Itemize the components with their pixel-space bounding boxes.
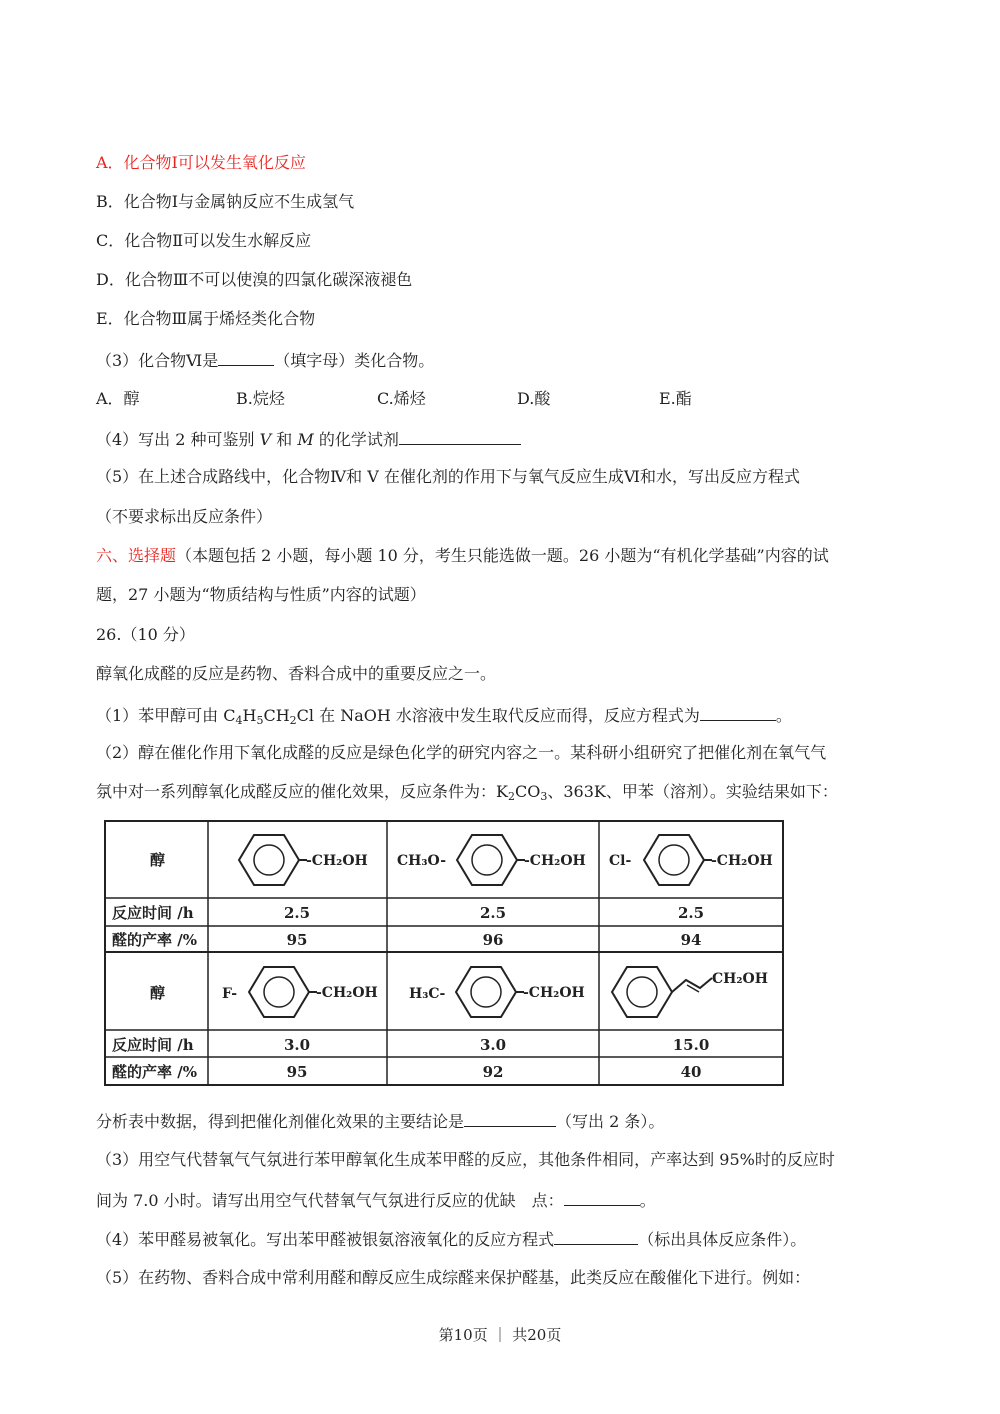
q4-pre: （4）写出 2 种可鉴别 — [96, 430, 260, 449]
struct-label: H₃C- — [409, 986, 446, 1002]
q26-p1-text: H — [242, 706, 257, 725]
q26-p4-answer-blank[interactable] — [554, 1228, 638, 1245]
yield-value: 40 — [680, 1063, 702, 1081]
benzene-ring-icon — [644, 835, 704, 885]
yield-value: 95 — [286, 1063, 308, 1081]
q3-options — [96, 389, 796, 409]
struct-label: F- — [222, 986, 238, 1002]
benzene-ring-icon — [249, 967, 309, 1017]
q4-stem — [96, 428, 521, 450]
benzene-ring-icon — [612, 967, 672, 1017]
option-b: B．化合物Ⅰ与金属钠反应不生成氢气 — [96, 192, 355, 211]
yield-value: 96 — [482, 931, 504, 949]
q26-part2-line1: （2）醇在催化作用下氧化成醛的反应是绿色化学的研究内容之一。某科研小组研究了把催化剂在氧气气 — [96, 743, 827, 762]
option-a: A．化合物Ⅰ可以发生氧化反应 — [96, 153, 306, 172]
label-yield: 醛的产率 /% — [112, 1063, 197, 1081]
q26-p1-end: 。 — [775, 706, 792, 725]
q26-p2-text: CO — [514, 782, 541, 801]
subscript: 5 — [256, 714, 264, 727]
q26-p2-pre: 氛中对一系列醇氧化成醛反应的催化效果，反应条件为：K — [96, 782, 508, 801]
results-table — [104, 820, 784, 1086]
q26-p1-answer-blank[interactable] — [700, 704, 776, 721]
q26-analysis-post: （写出 2 条）。 — [556, 1112, 665, 1131]
label-time: 反应时间 /h — [112, 1036, 194, 1054]
struct-label: -CH₂OH — [711, 853, 773, 869]
q26-title: 26.（10 分） — [96, 625, 195, 644]
q26-part2-line2 — [96, 782, 838, 802]
q26-p2-post: 、363K、甲苯（溶剂）。实验结果如下： — [547, 782, 838, 801]
q4-mid: 和 — [271, 430, 298, 449]
q3-option: D.酸 — [517, 389, 551, 408]
time-value: 3.0 — [479, 1036, 507, 1054]
subscript: 2 — [289, 714, 297, 727]
q26-p3-pre: 间为 7.0 小时。请写出用空气代替氧气气氛进行反应的优缺 点： — [96, 1191, 564, 1210]
q26-part3-line1: （3）用空气代替氧气气氛进行苯甲醇氧化生成苯甲醛的反应，其他条件相同，产率达到 95%时的反应时 — [96, 1150, 835, 1169]
q26-p3-answer-blank[interactable] — [564, 1189, 640, 1206]
subscript: 3 — [540, 790, 548, 803]
q26-analysis-pre: 分析表中数据，得到把催化剂催化效果的主要结论是 — [96, 1112, 465, 1131]
struct-label: CH₂OH — [712, 971, 768, 987]
struct-label: -CH₂OH — [306, 853, 368, 869]
alkene-chain-icon — [672, 978, 712, 992]
q4-var-m: M — [297, 430, 314, 449]
q3-stem-post: （填字母）类化合物。 — [274, 351, 435, 370]
section6-line1 — [96, 546, 829, 566]
q3-answer-blank[interactable] — [218, 349, 274, 366]
q26-analysis-answer-blank[interactable] — [464, 1110, 556, 1127]
time-value: 2.5 — [677, 904, 705, 922]
q26-p1-pre: （1）苯甲醇可由 C — [96, 706, 236, 725]
yield-value: 94 — [680, 931, 702, 949]
struct-label: -CH₂OH — [316, 985, 378, 1001]
q26-p4-pre: （4）苯甲醛易被氧化。写出苯甲醛被银氨溶液氧化的反应方程式 — [96, 1230, 555, 1249]
q26-p1-text: CH — [263, 706, 290, 725]
q3-option: E.酯 — [659, 389, 692, 408]
q3-stem — [96, 349, 434, 371]
q26-p3-post: 。 — [639, 1191, 656, 1210]
q26-part1 — [96, 704, 792, 726]
option-e: E．化合物Ⅲ属于烯烃类化合物 — [96, 309, 316, 328]
option-c: C．化合物Ⅱ可以发生水解反应 — [96, 231, 312, 250]
struct-label: Cl- — [609, 853, 632, 869]
time-value: 3.0 — [283, 1036, 311, 1054]
label-alcohol: 醇 — [150, 851, 166, 869]
benzene-ring-icon — [456, 967, 516, 1017]
section6-desc2: 题，27 小题为“物质结构与性质”内容的试题） — [96, 585, 426, 604]
q5-line2: （不要求标出反应条件） — [96, 507, 273, 526]
q26-part5: （5）在药物、香料合成中常利用醛和醇反应生成综醛来保护醛基，此类反应在酸催化下进行。例如： — [96, 1268, 811, 1287]
yield-value: 92 — [482, 1063, 504, 1081]
option-d: D．化合物Ⅲ不可以使溴的四氯化碳深液褪色 — [96, 270, 413, 289]
benzene-ring-icon — [239, 835, 299, 885]
label-alcohol: 醇 — [150, 984, 166, 1002]
q3-option: A．醇 — [96, 389, 140, 408]
subscript: 4 — [235, 714, 243, 727]
struct-label: CH₃O- — [397, 853, 447, 869]
q3-stem-pre: （3）化合物Ⅵ是 — [96, 351, 219, 370]
q26-part4 — [96, 1228, 806, 1250]
q3-option: B.烷烃 — [236, 389, 285, 408]
results-table-svg — [104, 820, 784, 1086]
time-value: 2.5 — [283, 904, 311, 922]
label-yield: 醛的产率 /% — [112, 931, 197, 949]
q26-p4-post: （标出具体反应条件）。 — [638, 1230, 807, 1249]
time-value: 15.0 — [672, 1036, 710, 1054]
yield-value: 95 — [286, 931, 308, 949]
section6-heading: 六、选择题 — [96, 546, 177, 565]
time-value: 2.5 — [479, 904, 507, 922]
subscript: 2 — [507, 790, 515, 803]
q4-post: 的化学试剂 — [313, 430, 399, 449]
label-time: 反应时间 /h — [112, 904, 194, 922]
q26-analysis — [96, 1110, 664, 1132]
benzene-ring-icon — [457, 835, 517, 885]
q5-line1: （5）在上述合成路线中，化合物Ⅳ和 V 在催化剂的作用下与氧气反应生成Ⅵ和水，写出反应方程式 — [96, 467, 800, 486]
q4-answer-blank[interactable] — [399, 428, 521, 445]
section6-desc1: （本题包括 2 小题，每小题 10 分，考生只能选做一题。26 小题为“有机化学基础”内容的试 — [176, 546, 829, 565]
q3-option: C.烯烃 — [377, 389, 426, 408]
struct-label: -CH₂OH — [524, 853, 586, 869]
struct-label: -CH₂OH — [523, 985, 585, 1001]
q26-p1-post: Cl 在 NaOH 水溶液中发生取代反应而得，反应方程式为 — [296, 706, 700, 725]
page-footer: 第10页 ｜ 共20页 — [438, 1326, 562, 1344]
q4-var-v: V — [259, 430, 272, 449]
q26-intro: 醇氧化成醛的反应是药物、香料合成中的重要反应之一。 — [96, 664, 497, 683]
q26-part3-line2 — [96, 1189, 656, 1211]
